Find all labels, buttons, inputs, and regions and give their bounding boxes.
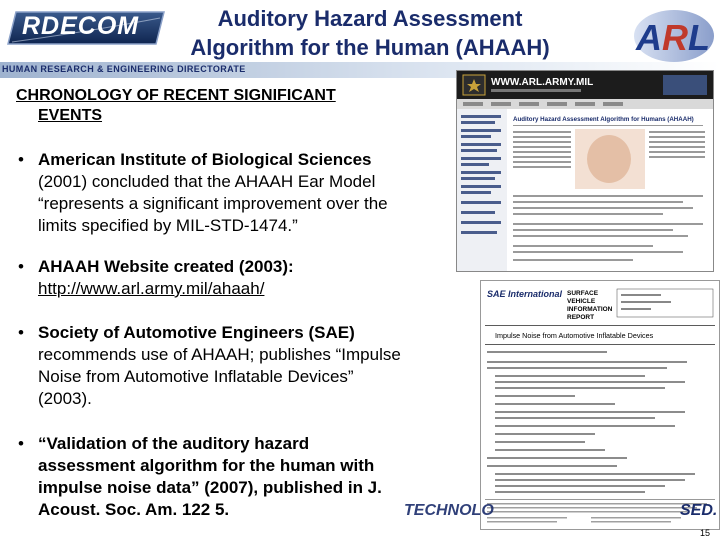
rdecom-logo-text: RDECOM [22, 12, 140, 40]
chronology-heading-line1: CHRONOLOGY OF RECENT SIGNIFICANT [16, 87, 336, 104]
bullet-marker: • [18, 150, 24, 169]
bullet-marker: • [18, 434, 24, 453]
sae-report-graphic [481, 281, 719, 529]
bullet-aibs-line1: American Institute of Biological Sciences [38, 150, 372, 169]
website-page-heading: Auditory Hazard Assessment Algorithm for Humans (AHAAH) [513, 116, 694, 123]
website-site-title: WWW.ARL.ARMY.MIL [491, 77, 594, 88]
bullet-aibs-line3: “represents a significant improvement over the [38, 194, 388, 213]
slide-title-line2: Algorithm for the Human (AHAAH) [190, 35, 550, 60]
bullet-marker: • [18, 323, 24, 342]
ahaah-website-link[interactable]: http://www.arl.army.mil/ahaah/ [38, 279, 265, 298]
sae-report-thumbnail [480, 280, 720, 530]
slide-header [0, 0, 720, 62]
sae-doctype-line1: SURFACE [567, 290, 599, 297]
sae-doctype-line2: VEHICLE [567, 298, 596, 305]
chronology-heading [16, 86, 416, 126]
bullet-sae-line4: (2003). [38, 389, 92, 408]
footer-technology-text: TECHNOLO [404, 502, 494, 519]
bullet-aibs-line2: (2001) concluded that the AHAAH Ear Model [38, 172, 376, 191]
directorate-label: HUMAN RESEARCH & ENGINEERING DIRECTORATE [2, 64, 246, 74]
arl-logo [626, 4, 716, 68]
bullet-validation-line1: “Validation of the auditory hazard [38, 434, 310, 453]
bullet-validation-line3: impulse noise data” (2007), published in J. [38, 478, 382, 497]
sae-brand: SAE International [487, 289, 563, 299]
bullet-validation-line4: Acoust. Soc. Am. 122 5. [38, 500, 230, 519]
bullet-marker: • [18, 257, 24, 276]
footer-focused-text: SED. [680, 502, 718, 519]
chronology-heading-line2: EVENTS [38, 107, 103, 124]
sae-doctype-line4: REPORT [567, 314, 595, 321]
bullet-aibs-line4: limits specified by MIL-STD-1474.” [38, 216, 298, 235]
slide-title [170, 4, 570, 62]
bullet-sae-line3: Noise from Automotive Inflatable Devices” [38, 367, 354, 386]
bullet-sae-line1: Society of Automotive Engineers (SAE) [38, 323, 355, 342]
slide-title-line1: Auditory Hazard Assessment [217, 6, 523, 31]
bullet-website-line1: AHAAH Website created (2003): [38, 257, 294, 276]
svg-text:L: L [688, 17, 710, 58]
sae-doc-title: Impulse Noise from Automotive Inflatable Devices [495, 331, 654, 340]
page-number: 15 [700, 528, 711, 538]
arl-website-screenshot [456, 70, 714, 272]
bullet-validation-line2: assessment algorithm for the human with [38, 456, 375, 475]
bullet-sae-line2: recommends use of AHAAH; publishes “Impulse [38, 345, 401, 364]
svg-text:A: A [636, 17, 662, 58]
sae-doctype-line3: INFORMATION [567, 306, 613, 313]
svg-text:R: R [662, 17, 688, 58]
website-thumbnail-graphic [457, 71, 713, 271]
